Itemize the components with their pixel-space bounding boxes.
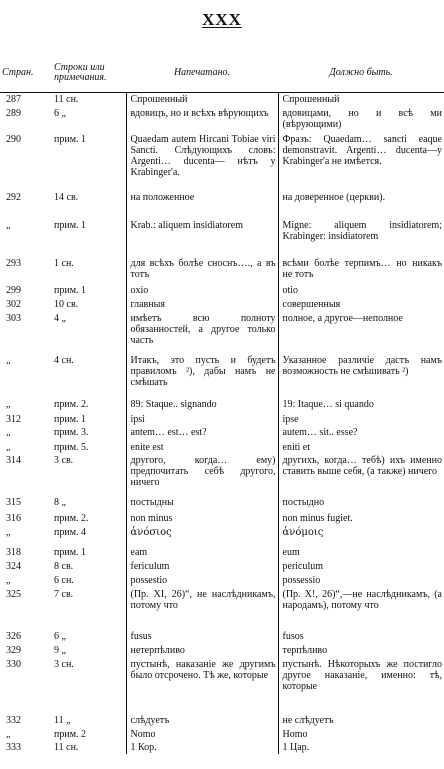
printed-cell: Спрошенный	[126, 93, 278, 107]
page-cell: „	[6, 426, 11, 438]
table-row	[0, 526, 444, 546]
line-cell: прим. 1	[54, 133, 87, 145]
page-cell: „	[6, 728, 11, 740]
printed-cell: имѣетъ всю полноту обязанностей, а другое только часть	[126, 312, 278, 354]
line-cell: 4 „	[54, 312, 66, 324]
table-row	[0, 107, 444, 133]
line-cell: 6 „	[54, 107, 66, 119]
line-cell: 8 св.	[54, 560, 74, 572]
line-cell: прим. 2.	[54, 398, 89, 410]
line-cell: 6 сн.	[54, 574, 74, 586]
correct-cell: Указанное различіе дастъ намъ возможность не смѣшивать ²)	[278, 354, 444, 398]
table-row	[0, 312, 444, 354]
correct-cell: Migne: aliquem insidiatorem; Krabinger: insidiatorem	[278, 219, 444, 257]
table-row	[0, 298, 444, 312]
line-cell: 1 сн.	[54, 257, 74, 269]
page-cell: 332	[6, 714, 21, 726]
header-printed: Напечатано.	[126, 54, 278, 93]
table-row	[0, 644, 444, 658]
page-cell: „	[6, 219, 11, 231]
page-cell: „	[6, 574, 11, 586]
printed-cell: non minus	[126, 512, 278, 526]
table-row	[0, 630, 444, 644]
page-title: XXX	[202, 10, 242, 29]
line-cell: 3 св.	[54, 454, 74, 466]
printed-cell: (Пр. XI, 26)“, не наслѣдникамъ, потому что	[126, 588, 278, 630]
line-cell: 11 сн.	[54, 741, 79, 753]
printed-cell: eam	[126, 546, 278, 560]
table-row	[0, 257, 444, 284]
line-cell: прим. 5.	[54, 441, 89, 453]
page-cell: 287	[6, 94, 21, 105]
printed-cell: Итакъ, это пусть и будетъ правиломъ ²), дабы намъ не смѣшать	[126, 354, 278, 398]
correct-cell: не слѣдуетъ	[278, 714, 444, 728]
printed-cell: постыдны	[126, 496, 278, 512]
correct-cell: терпѣливо	[278, 644, 444, 658]
printed-cell: ferіculum	[126, 560, 278, 574]
header-lines: Строки или примечания.	[48, 54, 126, 93]
correct-cell: periculum	[278, 560, 444, 574]
table-row	[0, 560, 444, 574]
printed-cell: на положенное	[126, 191, 278, 219]
table-row	[0, 741, 444, 754]
table-row	[0, 454, 444, 496]
correct-cell: Homo	[278, 728, 444, 741]
printed-cell: 1 Кор.	[126, 741, 278, 754]
table-row	[0, 546, 444, 560]
printed-cell: пустынѣ, наказаніе же другимъ было отсрочено. Тѣ же, которые	[126, 658, 278, 714]
page-cell: 326	[6, 630, 21, 642]
printed-cell: слѣдуетъ	[126, 714, 278, 728]
page-cell: 303	[6, 312, 21, 324]
line-cell: прим. 1	[54, 284, 87, 296]
header-correct: Должно быть.	[278, 54, 444, 93]
correct-cell: ipse	[278, 413, 444, 426]
page-cell: 316	[6, 512, 21, 524]
page-cell: 299	[6, 284, 21, 296]
line-cell: 7 св.	[54, 588, 74, 600]
table-row	[0, 93, 444, 107]
line-cell: 6 „	[54, 630, 66, 642]
correct-cell: всѣми болѣе терпимъ… но никакъ не тотъ	[278, 257, 444, 284]
printed-cell: вдовицъ, но и всѣхъ вѣрующихъ	[126, 107, 278, 133]
table-row	[0, 714, 444, 728]
page-cell: 330	[6, 658, 21, 670]
correct-cell: (Пр. X!, 26)“,—не наслѣдникамъ, (а народамъ), потому что	[278, 588, 444, 630]
printed-cell: antem… est… est?	[126, 426, 278, 441]
correct-cell: 19: Itaque… si quando	[278, 398, 444, 413]
correct-cell: fusos	[278, 630, 444, 644]
table-row	[0, 133, 444, 191]
table-row	[0, 354, 444, 398]
page-cell: „	[6, 354, 11, 366]
printed-cell: fusus	[126, 630, 278, 644]
table-row	[0, 398, 444, 413]
printed-cell: главныя	[126, 298, 278, 312]
line-cell: 4 сн.	[54, 354, 74, 366]
printed-cell: нетерпѣливо	[126, 644, 278, 658]
page-cell: 290	[6, 133, 21, 145]
errata-table	[0, 54, 444, 754]
correct-cell: eniti et	[278, 441, 444, 454]
printed-cell: Nomo	[126, 728, 278, 741]
correct-cell: полное, а другое—неполное	[278, 312, 444, 354]
page-cell: 324	[6, 560, 21, 572]
table-row	[0, 426, 444, 441]
printed-cell: oxio	[126, 284, 278, 298]
table-row	[0, 728, 444, 741]
page-cell: 312	[6, 413, 21, 425]
table-row	[0, 284, 444, 298]
correct-cell: совершенныя	[278, 298, 444, 312]
correct-cell: на доверенное (церкви).	[278, 191, 444, 219]
table-row	[0, 191, 444, 219]
line-cell: прим. 4	[54, 526, 87, 538]
table-row	[0, 496, 444, 512]
line-cell: прим. 1	[54, 546, 87, 558]
table-row	[0, 219, 444, 257]
table-row	[0, 413, 444, 426]
line-cell: 8 „	[54, 496, 66, 508]
page-cell: 289	[6, 107, 21, 119]
line-cell: прим. 2.	[54, 512, 89, 524]
page-cell: 293	[6, 257, 21, 269]
correct-cell: otio	[278, 284, 444, 298]
page-cell: 333	[6, 741, 21, 753]
page-cell: 325	[6, 588, 21, 600]
table-row	[0, 512, 444, 526]
page-cell: „	[6, 526, 11, 538]
printed-cell: ipsi	[126, 413, 278, 426]
correct-cell: non minus fugiet.	[278, 512, 444, 526]
page-cell: 314	[6, 454, 21, 466]
correct-cell: вдовицами, но и всѣ ми (вѣрующими)	[278, 107, 444, 133]
line-cell: 10 св.	[54, 298, 79, 310]
correct-cell: eum	[278, 546, 444, 560]
page-cell: „	[6, 398, 11, 410]
printed-cell: ἀνόσιος	[126, 526, 278, 546]
line-cell: 14 св.	[54, 191, 79, 203]
correct-cell: autem… sit.. esse?	[278, 426, 444, 441]
correct-cell: Фразъ: Quaedam… sancti eaque demonstravit. Argenti… ducenta—у Krabinger'a не имѣется.	[278, 133, 444, 191]
page-cell: 292	[6, 191, 21, 203]
table-row	[0, 588, 444, 630]
correct-cell: possessio	[278, 574, 444, 588]
line-cell: прим. 1	[54, 219, 87, 231]
line-cell: прим. 2	[54, 728, 87, 740]
line-cell: прим. 1	[54, 413, 87, 425]
printed-cell: enite est	[126, 441, 278, 454]
correct-cell: постыдно	[278, 496, 444, 512]
table-row	[0, 441, 444, 454]
table-row	[0, 658, 444, 714]
header-page: Стран.	[0, 54, 48, 93]
printed-cell: possestio	[126, 574, 278, 588]
printed-cell: для всѣхъ болѣе сноснъ…., а въ тотъ	[126, 257, 278, 284]
correct-cell: пустынѣ. Нѣкоторыхъ же постигло другое наказаніе, именно: тѣ, которые	[278, 658, 444, 714]
page-cell: 318	[6, 546, 21, 558]
page-cell: 302	[6, 298, 21, 310]
line-cell: прим. 3.	[54, 426, 89, 438]
line-cell: 11 „	[54, 714, 71, 726]
correct-cell: ἀνόμοις	[278, 526, 444, 546]
printed-cell: Quaedam autem Hircani Tobiae viri Sancti. Слѣдующихъ словъ: Argenti… ducenta— нѣтъ у Krabinger'a.	[126, 133, 278, 191]
line-cell: 9 „	[54, 644, 66, 656]
line-cell: 3 сн.	[54, 658, 74, 670]
page-cell: 329	[6, 644, 21, 656]
printed-cell: Krab.: aliquem insidiatorem	[126, 219, 278, 257]
page-cell: „	[6, 441, 11, 453]
header-row	[0, 54, 444, 93]
correct-cell: Спрошенный	[278, 93, 444, 107]
printed-cell: другого, когда… ему) предпочитать себѣ другого, ничего	[126, 454, 278, 496]
correct-cell: 1 Цар.	[278, 741, 444, 754]
correct-cell: другихъ, когда… тебѣ) ихъ именно ставить выше себя, (а также) ничего	[278, 454, 444, 496]
page-cell: 315	[6, 496, 21, 508]
table-row	[0, 574, 444, 588]
printed-cell: 89: Staque.. signando	[126, 398, 278, 413]
line-cell: 11 сн.	[54, 94, 79, 105]
